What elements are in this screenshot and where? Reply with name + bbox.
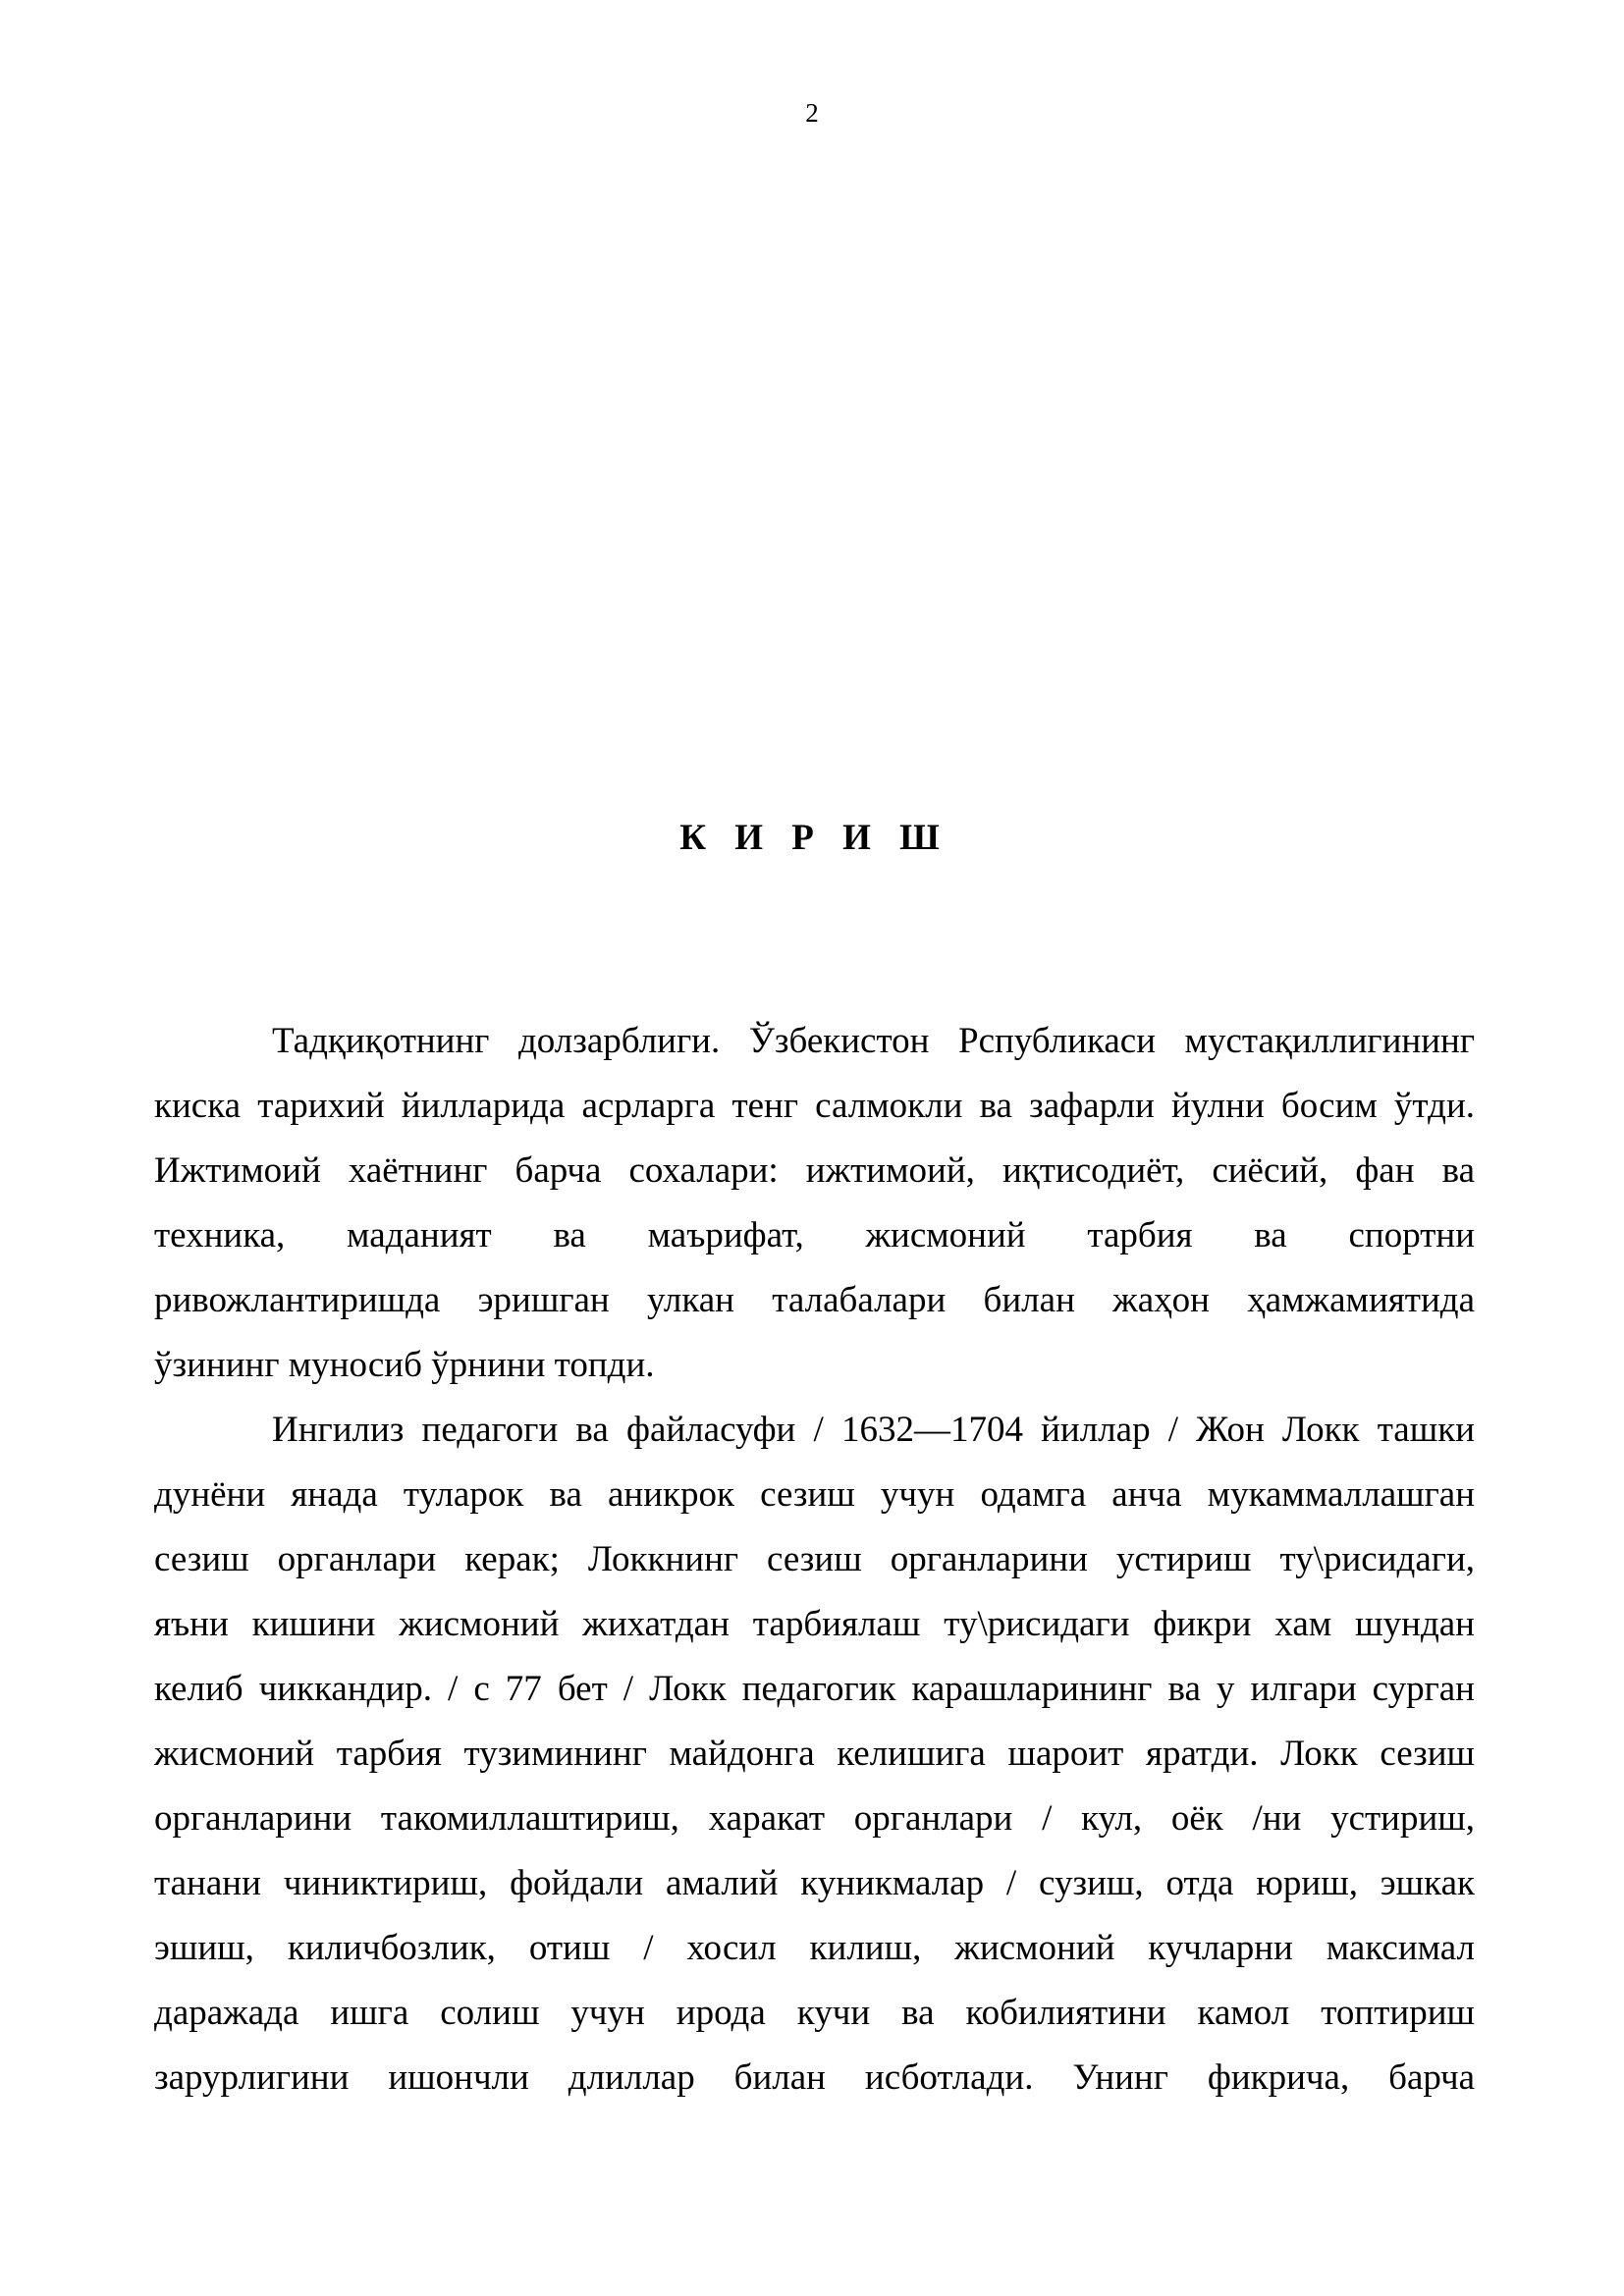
body-text xyxy=(154,1009,1475,2110)
text-line: сезиш органлари керак; Локкнинг сезиш органларини устириш ту\рисидаги, xyxy=(154,1539,1475,1579)
page-number: 2 xyxy=(805,98,819,128)
text-line: танани чиниктириш, фойдали амалий куникмалар / сузиш, отда юриш, эшкак xyxy=(154,1863,1475,1903)
text-line: киска тарихий йилларида асрларга тенг салмокли ва зафарли йулни босим ўтди. xyxy=(154,1086,1475,1126)
paragraph-relevance xyxy=(154,1009,1475,1398)
text-line: ўзининг муносиб ўрнини топди. xyxy=(154,1345,655,1385)
section-heading: К И Р И Ш xyxy=(679,818,949,858)
text-line: эшиш, киличбозлик, отиш / хосил килиш, жисмоний кучларни максимал xyxy=(154,1928,1475,1968)
text-line: зарурлигини ишончли длиллар билан исботлади. Унинг фикрича, барча xyxy=(154,2057,1475,2098)
text-line: техника, маданият ва маърифат, жисмоний тарбия ва спортни xyxy=(154,1215,1475,1255)
text-line: жисмоний тарбия тузимининг майдонга келишига шароит яратди. Локк сезиш xyxy=(154,1734,1475,1774)
text-line: дунёни янада туларок ва аникрок сезиш учун одамга анча мукаммаллашган xyxy=(154,1474,1475,1515)
text-line: ривожлантиришда эришган улкан талабалари билан жаҳон ҳамжамиятида xyxy=(154,1280,1475,1320)
text-line: яъни кишини жисмоний жихатдан тарбиялаш ту\рисидаги фикри хам шундан xyxy=(154,1604,1475,1644)
text-line: Тадқиқотнинг долзарблиги. Ўзбекистон Рспубликаси мустақиллигининг xyxy=(272,1021,1475,1061)
text-line: Ингилиз педагоги ва файласуфи / 1632—1704 йиллар / Жон Локк ташки xyxy=(272,1410,1475,1450)
text-line: Ижтимоий хаётнинг барча сохалари: ижтимоий, иқтисодиёт, сиёсий, фан ва xyxy=(154,1150,1475,1191)
text-line: органларини такомиллаштириш, харакат органлари / кул, оёк /ни устириш, xyxy=(154,1798,1475,1839)
text-line: келиб чиккандир. / с 77 бет / Локк педагогик карашларининг ва у илгари сурган xyxy=(154,1669,1475,1709)
paragraph-locke xyxy=(154,1398,1475,2110)
text-line: даражада ишга солиш учун ирода кучи ва кобилиятини камол топтириш xyxy=(154,1993,1475,2033)
